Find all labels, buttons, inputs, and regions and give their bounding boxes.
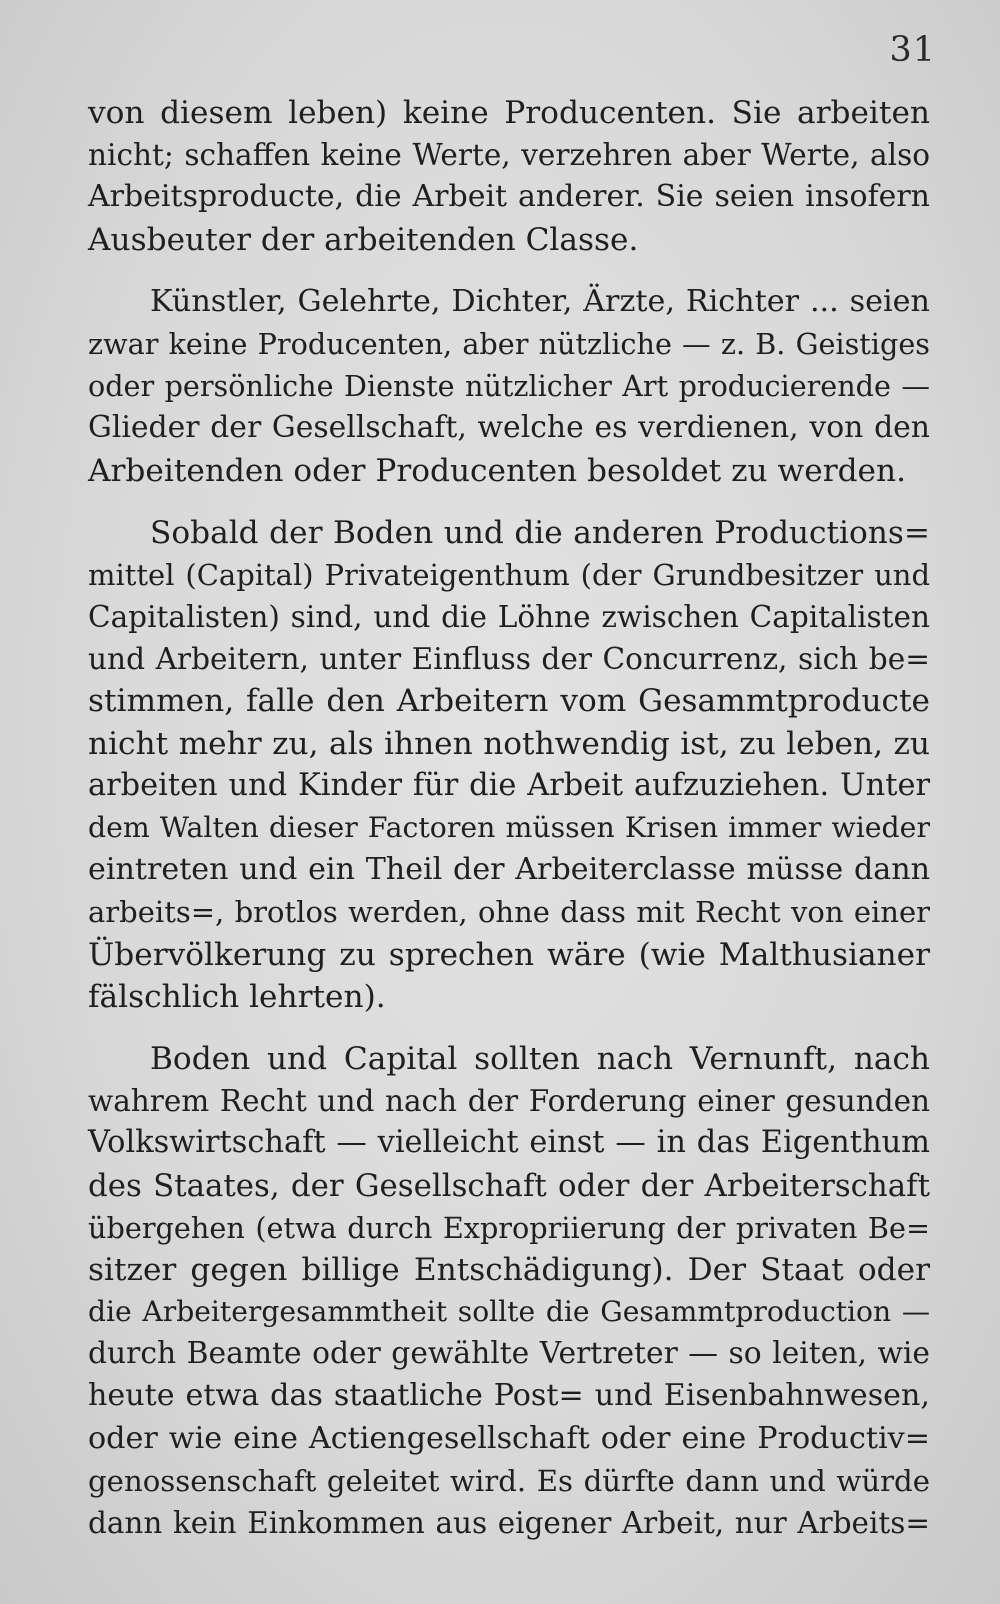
text-line: oder persönliche Dienste nützlicher Art producierende — <box>88 369 930 404</box>
text-line: nicht; schaffen keine Werte, verzehren aber Werte, also <box>88 138 930 173</box>
text-line: des Staates, der Gesellschaft oder der Arbeiterschaft <box>88 1167 930 1204</box>
paragraph-gap <box>88 1018 930 1038</box>
text-line: oder wie eine Actiengesellschaft oder eine Productiv= <box>88 1420 930 1456</box>
text-line: Ausbeuter der arbeitenden Classe. <box>88 221 639 258</box>
text-line: Boden und Capital sollten nach Vernunft, nach <box>150 1040 930 1077</box>
text-line: sitzer gegen billige Entschädigung). Der Staat oder <box>88 1251 930 1288</box>
text-line: zwar keine Producenten, aber nützliche — z. B. Geistiges <box>88 326 930 361</box>
paragraph-gap <box>88 261 930 281</box>
text-line: von diesem leben) keine Producenten. Sie arbeiten <box>88 95 930 131</box>
text-line: Arbeitsproducte, die Arbeit anderer. Sie seien insofern <box>88 179 930 215</box>
text-line: Arbeitenden oder Producenten besoldet zu werden. <box>88 452 907 489</box>
text-line: Künstler, Gelehrte, Dichter, Ärzte, Richter ... seien <box>150 283 930 319</box>
text-line: die Arbeitergesammtheit sollte die Gesammtproduction — <box>88 1295 930 1329</box>
text-line: dann kein Einkommen aus eigener Arbeit, nur Arbeits= <box>88 1506 930 1540</box>
paragraph-gap <box>88 492 930 512</box>
paragraph <box>88 281 930 492</box>
text-line: arbeiten und Kinder für die Arbeit aufzuziehen. Unter <box>88 767 930 803</box>
text-line: stimmen, falle den Arbeitern vom Gesammtproducte <box>88 683 930 720</box>
text-line: heute etwa das staatliche Post= und Eisenbahnwesen, <box>88 1378 930 1414</box>
text-line: eintreten und ein Theil der Arbeiterclasse müsse dann <box>88 852 930 888</box>
text-line: genossenschaft geleitet wird. Es dürfte dann und würde <box>88 1463 930 1498</box>
text-line: Sobald der Boden und die anderen Productions= <box>150 514 930 551</box>
paragraph <box>88 92 930 261</box>
text-line: durch Beamte oder gewählte Vertreter — so leiten, wie <box>88 1336 930 1372</box>
text-line: arbeits=, brotlos werden, ohne dass mit Recht von einer <box>88 895 930 930</box>
text-line: Übervölkerung zu sprechen wäre (wie Malthusianer <box>88 936 930 973</box>
text-line: nicht mehr zu, als ihnen nothwendig ist, zu leben, zu <box>88 725 930 762</box>
text-line: übergehen (etwa durch Expropriierung der privaten Be= <box>88 1210 930 1245</box>
paragraph <box>88 512 930 1018</box>
text-line: fälschlich lehrten). <box>88 978 386 1015</box>
page-number: 31 <box>889 30 936 70</box>
text-line: Capitalisten) sind, und die Löhne zwischen Capitalisten <box>88 600 930 635</box>
text-line: mittel (Capital) Privateigenthum (der Grundbesitzer und <box>88 557 930 592</box>
text-line: dem Walten dieser Factoren müssen Krisen immer wieder <box>88 811 930 844</box>
text-line: Glieder der Gesellschaft, welche es verdienen, von den <box>88 410 930 446</box>
text-line: wahrem Recht und nach der Forderung einer gesunden <box>88 1084 930 1119</box>
text-line: und Arbeitern, unter Einfluss der Concurrenz, sich be= <box>88 642 930 677</box>
text-line: Volkswirtschaft — vielleicht einst — in das Eigenthum <box>88 1125 930 1161</box>
paragraph <box>88 1038 930 1544</box>
body-text <box>88 92 930 1544</box>
